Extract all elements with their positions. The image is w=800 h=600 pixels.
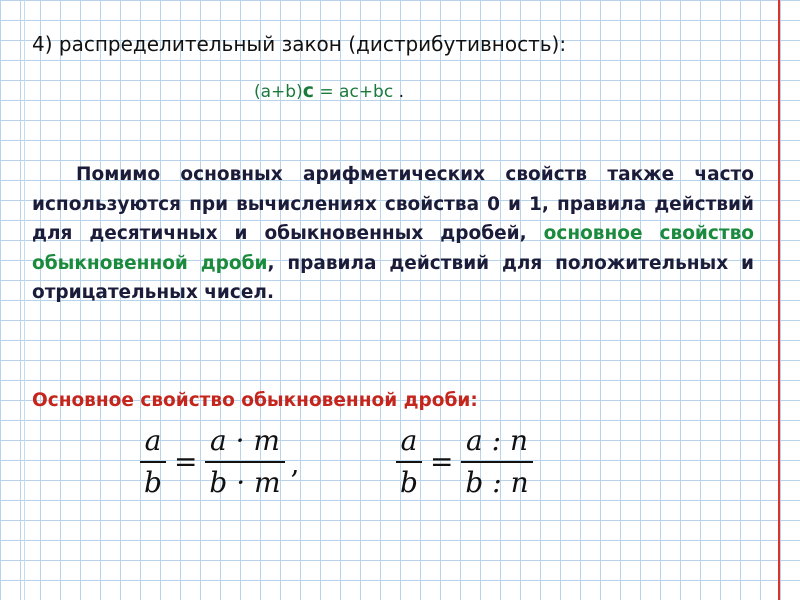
formula-tail: . bbox=[393, 82, 404, 102]
fraction-property-title: Основное свойство обыкновенной дроби: bbox=[32, 390, 478, 411]
equals-sign: = bbox=[173, 445, 198, 479]
fraction-bar bbox=[140, 461, 166, 463]
properties-paragraph bbox=[32, 160, 754, 308]
rhs-fraction bbox=[205, 424, 284, 500]
equals-sign: = bbox=[429, 445, 454, 479]
fraction-bar bbox=[396, 461, 422, 463]
rhs-numerator: a · m bbox=[210, 424, 280, 457]
lhs-numerator: a bbox=[400, 424, 418, 457]
left-margin-rule bbox=[24, 0, 25, 600]
formula-part-a: (a+b) bbox=[254, 82, 303, 102]
rhs-fraction bbox=[461, 424, 532, 500]
right-margin-rule bbox=[778, 0, 780, 600]
lhs-numerator: a bbox=[144, 424, 162, 457]
formula-part-c: c bbox=[302, 80, 314, 102]
lhs-denominator: b bbox=[144, 465, 162, 499]
rhs-denominator: b · m bbox=[209, 465, 281, 499]
comma: , bbox=[290, 446, 300, 480]
rhs-numerator: a : n bbox=[466, 424, 528, 457]
distributive-law-formula bbox=[254, 80, 404, 102]
lhs-denominator: b bbox=[400, 465, 418, 499]
fraction-bar bbox=[205, 461, 284, 463]
fraction-divide-formula bbox=[396, 424, 533, 500]
rhs-denominator: b : n bbox=[465, 465, 529, 499]
distributive-law-heading: 4) распределительный закон (дистрибутивность): bbox=[32, 32, 567, 56]
lhs-fraction bbox=[396, 424, 422, 500]
paragraph-highlight: основное свойство обыкновенной дроби bbox=[32, 223, 754, 274]
paragraph-text-2: , правила действий для положительных и отрицательных чисел. bbox=[32, 252, 754, 303]
fraction-bar bbox=[461, 461, 532, 463]
formula-part-b: = ac+bc bbox=[313, 82, 394, 102]
paragraph-text-1: Помимо основных арифметических свойств также часто используются при вычислениях свойства 0 и 1, правила действий для десятичных и обыкновенных дробей, bbox=[32, 164, 754, 244]
lhs-fraction bbox=[140, 424, 166, 500]
fraction-multiply-formula bbox=[140, 424, 300, 500]
